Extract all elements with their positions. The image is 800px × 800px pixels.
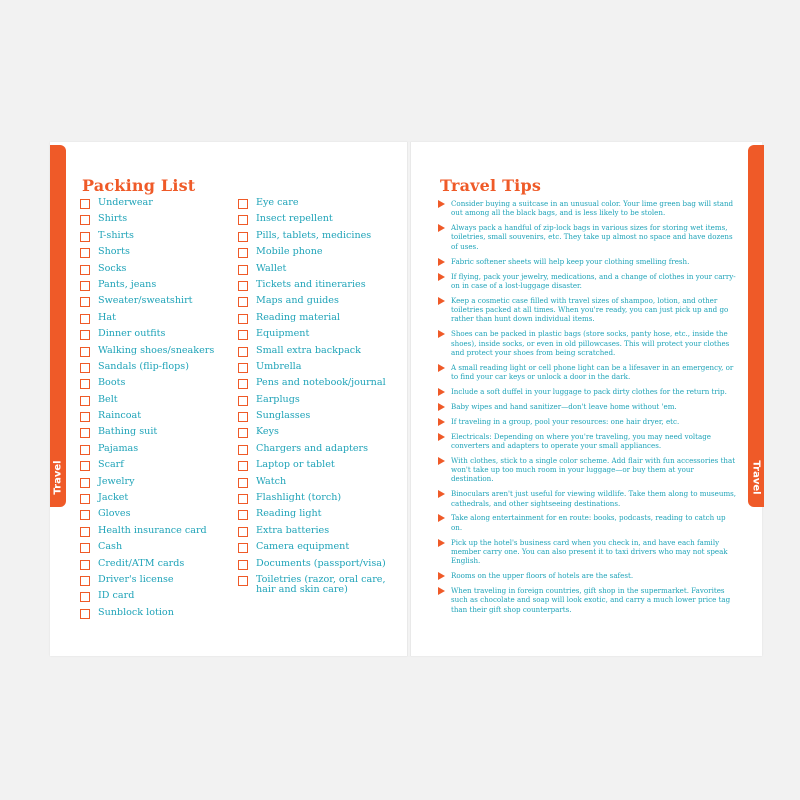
checklist-item	[80, 493, 230, 509]
checklist-item	[80, 378, 230, 394]
checklist-item	[238, 477, 398, 493]
checklist-item	[80, 395, 230, 411]
right-tab-label: Travel	[750, 460, 762, 495]
tip-item	[438, 513, 738, 532]
checkbox[interactable]	[80, 379, 90, 389]
checklist-item-label: Scarf	[98, 459, 124, 471]
packing-list-column-1	[80, 198, 230, 624]
checklist-item-label: ID card	[98, 590, 135, 602]
checkbox[interactable]	[80, 281, 90, 291]
checklist-item-label: Mobile phone	[256, 246, 323, 258]
checklist-item-label: Reading material	[256, 311, 340, 323]
checklist-item-label: Jewelry	[98, 475, 135, 487]
checkbox[interactable]	[238, 527, 248, 537]
tip-item	[438, 538, 738, 566]
checklist-item	[80, 329, 230, 345]
checkbox[interactable]	[80, 330, 90, 340]
tip-text: Shoes can be packed in plastic bags (store socks, panty hose, etc., inside the shoes), inside socks, or even in old pillowcases. This will protect your clothes and protect your shoes from being scratched.	[451, 329, 730, 357]
checklist-item	[80, 411, 230, 427]
tip-item	[438, 417, 738, 426]
checkbox[interactable]	[238, 510, 248, 520]
checkbox[interactable]	[238, 330, 248, 340]
tip-text: When traveling in foreign countries, gift shop in the supermarket. Favorites such as chocolate and soap will look exotic, and carry a much lower price tag than their gift shop counterparts.	[451, 586, 731, 614]
checklist-item-label: Driver's license	[98, 573, 174, 585]
book-gutter	[407, 142, 411, 656]
arrow-bullet-icon	[438, 297, 445, 305]
checklist-item-label: Camera equipment	[256, 541, 350, 553]
checklist-item-label: Wallet	[256, 262, 287, 274]
tip-text: Fabric softener sheets will help keep your clothing smelling fresh.	[451, 256, 690, 266]
checkbox[interactable]	[238, 232, 248, 242]
checklist-item	[238, 198, 398, 214]
checkbox[interactable]	[238, 445, 248, 455]
tip-text: Rooms on the upper floors of hotels are the safest.	[451, 571, 634, 581]
tip-text: Pick up the hotel's business card when you check in, and have each family member carry one. You can also present it to taxi drivers who may not speak English.	[451, 537, 728, 566]
tip-item	[438, 432, 738, 451]
tip-item	[438, 456, 738, 484]
checklist-item	[238, 575, 398, 596]
checklist-item-label: T-shirts	[98, 229, 134, 241]
tip-text: Take along entertainment for en route: books, podcasts, reading to catch up on.	[451, 513, 726, 532]
checklist-item-label: Eye care	[256, 197, 299, 208]
checkbox[interactable]	[238, 494, 248, 504]
checkbox[interactable]	[238, 314, 248, 324]
checkbox[interactable]	[80, 265, 90, 275]
checklist-item	[80, 296, 230, 312]
checklist-item	[80, 477, 230, 493]
checklist-item	[238, 411, 398, 427]
arrow-bullet-icon	[438, 514, 445, 522]
checkbox[interactable]	[80, 314, 90, 324]
checklist-item	[80, 526, 230, 542]
checklist-item-label: Laptop or tablet	[256, 459, 335, 471]
checklist-item-label: Pills, tablets, medicines	[256, 229, 372, 241]
checkbox[interactable]	[80, 428, 90, 438]
arrow-bullet-icon	[438, 403, 445, 411]
checklist-item	[238, 460, 398, 476]
checklist-item-label: Pens and notebook/journal	[256, 377, 386, 389]
checklist-item-label: Boots	[98, 377, 126, 389]
arrow-bullet-icon	[438, 457, 445, 465]
checklist-item	[238, 313, 398, 329]
checkbox[interactable]	[80, 363, 90, 373]
checkbox[interactable]	[238, 412, 248, 422]
arrow-bullet-icon	[438, 364, 445, 372]
checkbox[interactable]	[80, 592, 90, 602]
tip-item	[438, 363, 738, 382]
checkbox[interactable]	[80, 560, 90, 570]
checkbox[interactable]	[238, 347, 248, 357]
checklist-item	[80, 444, 230, 460]
tip-item	[438, 586, 738, 614]
checklist-item-label: Tickets and itineraries	[256, 278, 366, 290]
left-section-tab	[50, 145, 66, 507]
tip-item	[438, 296, 738, 324]
checklist-item	[238, 264, 398, 280]
checklist-item	[80, 542, 230, 558]
checklist-item	[238, 493, 398, 509]
tip-item	[438, 329, 738, 357]
tip-text: Keep a cosmetic case filled with travel sizes of shampoo, lotion, and other toiletries packed at all times. When you're ready, you can just pick up and go rather than hunt down individual items.	[451, 295, 729, 324]
checkbox[interactable]	[238, 363, 248, 373]
checkbox[interactable]	[80, 543, 90, 553]
checklist-item-label: Sunblock lotion	[98, 606, 174, 618]
checkbox[interactable]	[238, 396, 248, 406]
checkbox[interactable]	[80, 445, 90, 455]
arrow-bullet-icon	[438, 572, 445, 580]
tip-text: A small reading light or cell phone light can be a lifesaver in an emergency, or to find your car keys or unlock a door in the dark.	[451, 362, 734, 382]
checklist-item-label: Health insurance card	[98, 524, 207, 536]
checkbox[interactable]	[238, 461, 248, 471]
checklist-item-label: Insect repellent	[256, 213, 333, 225]
checkbox[interactable]	[80, 297, 90, 307]
checklist-item	[80, 264, 230, 280]
checkbox[interactable]	[80, 510, 90, 520]
checklist-item	[80, 362, 230, 378]
checkbox[interactable]	[238, 379, 248, 389]
checklist-item-label: Jacket	[98, 492, 129, 504]
checklist-item-label: Cash	[98, 541, 123, 553]
checklist-item	[80, 313, 230, 329]
checklist-item	[238, 231, 398, 247]
checklist-item	[238, 214, 398, 230]
checklist-item-label: Underwear	[98, 197, 153, 208]
checklist-item-label: Shirts	[98, 213, 128, 225]
checklist-item-label: Documents (passport/visa)	[256, 557, 386, 569]
checklist-item-label: Shorts	[98, 246, 130, 258]
checklist-item-label: Watch	[256, 475, 287, 487]
checklist-item	[238, 247, 398, 263]
checklist-item	[80, 198, 230, 214]
checklist-item	[238, 427, 398, 443]
checkbox[interactable]	[80, 199, 90, 209]
checklist-item	[238, 378, 398, 394]
checkbox[interactable]	[80, 576, 90, 586]
arrow-bullet-icon	[438, 273, 445, 281]
tip-item	[438, 571, 738, 580]
checklist-item	[80, 427, 230, 443]
tip-text: Baby wipes and hand sanitizer—don't leave home without 'em.	[451, 401, 677, 411]
checklist-item	[80, 231, 230, 247]
checklist-item-label: Umbrella	[256, 360, 302, 372]
tip-text: If traveling in a group, pool your resources: one hair dryer, etc.	[451, 416, 680, 426]
tip-item	[438, 199, 738, 218]
checklist-item-label: Dinner outfits	[98, 328, 166, 340]
checklist-item	[238, 296, 398, 312]
tip-text: Include a soft duffel in your luggage to pack dirty clothes for the return trip.	[451, 386, 727, 396]
checklist-item-label: Sandals (flip-flops)	[98, 360, 189, 372]
checklist-item-label: Raincoat	[98, 410, 142, 422]
left-tab-label: Travel	[52, 460, 64, 495]
checklist-item-label: Extra batteries	[256, 524, 330, 536]
checklist-item	[80, 460, 230, 476]
checklist-item-label: Earplugs	[256, 393, 300, 405]
arrow-bullet-icon	[438, 200, 445, 208]
checklist-item-label: Keys	[256, 426, 279, 438]
tip-text: Binoculars aren't just useful for viewing wildlife. Take them along to museums, cathedrals, and other sightseeing destinations.	[451, 489, 737, 508]
checkbox[interactable]	[80, 248, 90, 258]
tip-text: Electricals: Depending on where you're traveling, you may need voltage converters and adapters to operate your small appliances.	[451, 431, 711, 450]
tip-text: If flying, pack your jewelry, medications, and a change of clothes in your carry-on in case of a lost-luggage disaster.	[451, 271, 736, 290]
tip-text: Consider buying a suitcase in an unusual color. Your lime green bag will stand out among all the black bags, and is less likely to be stolen.	[451, 199, 734, 218]
packing-list-title: Packing List	[82, 176, 196, 195]
checklist-item-label: Pajamas	[98, 442, 139, 454]
checklist-item-label: Sweater/sweatshirt	[98, 295, 193, 307]
checkbox[interactable]	[80, 527, 90, 537]
right-section-tab	[748, 145, 764, 507]
arrow-bullet-icon	[438, 388, 445, 396]
checkbox[interactable]	[238, 265, 248, 275]
checklist-item-label: Gloves	[98, 508, 131, 520]
checkbox[interactable]	[80, 478, 90, 488]
checkbox[interactable]	[80, 494, 90, 504]
tip-item	[438, 387, 738, 396]
checkbox[interactable]	[238, 281, 248, 291]
checkbox[interactable]	[80, 347, 90, 357]
arrow-bullet-icon	[438, 587, 445, 595]
tip-text: With clothes, stick to a single color scheme. Add flair with fun accessories that won't take up too much room in your luggage—or buy them at your destination.	[451, 455, 736, 484]
tip-item	[438, 402, 738, 411]
checklist-item-label: Credit/ATM cards	[98, 557, 185, 569]
checklist-item	[238, 526, 398, 542]
checklist-item	[80, 280, 230, 296]
checklist-item-label: Equipment	[256, 328, 310, 340]
checkbox[interactable]	[80, 412, 90, 422]
checklist-item	[238, 395, 398, 411]
tip-text: Always pack a handful of zip-lock bags in various sizes for storing wet items, toiletries, small souvenirs, etc. They take up almost no space and have dozens of uses.	[451, 223, 733, 251]
travel-tips-title: Travel Tips	[440, 176, 542, 195]
checklist-item	[80, 559, 230, 575]
tip-item	[438, 489, 738, 508]
tip-item	[438, 257, 738, 266]
travel-tips-list	[438, 199, 738, 619]
arrow-bullet-icon	[438, 224, 445, 232]
checklist-item	[80, 214, 230, 230]
checklist-item	[80, 247, 230, 263]
checkbox[interactable]	[238, 428, 248, 438]
checklist-item	[238, 444, 398, 460]
checklist-item-label: Socks	[98, 262, 127, 274]
checklist-item-label: Walking shoes/sneakers	[98, 344, 215, 356]
arrow-bullet-icon	[438, 539, 445, 547]
checklist-item-label: Pants, jeans	[98, 278, 157, 290]
packing-list-column-2	[238, 198, 398, 596]
checkbox[interactable]	[238, 560, 248, 570]
checkbox[interactable]	[238, 215, 248, 225]
checklist-item	[238, 280, 398, 296]
checklist-item-label: Bathing suit	[98, 426, 158, 438]
checkbox[interactable]	[238, 297, 248, 307]
checklist-item	[80, 575, 230, 591]
checklist-item-label: Chargers and adapters	[256, 442, 369, 454]
checklist-item-label: Flashlight (torch)	[256, 492, 342, 504]
arrow-bullet-icon	[438, 490, 445, 498]
checklist-item	[238, 559, 398, 575]
checkbox[interactable]	[80, 609, 90, 619]
checklist-item-label: Sunglasses	[256, 410, 311, 422]
arrow-bullet-icon	[438, 433, 445, 441]
tip-item	[438, 272, 738, 291]
checkbox[interactable]	[80, 215, 90, 225]
checklist-item	[238, 329, 398, 345]
checkbox[interactable]	[238, 576, 248, 586]
checklist-item	[80, 509, 230, 525]
checkbox[interactable]	[238, 478, 248, 488]
checklist-item	[238, 542, 398, 558]
checkbox[interactable]	[80, 396, 90, 406]
checklist-item-label: Belt	[98, 393, 118, 405]
checklist-item-label: Small extra backpack	[256, 344, 361, 356]
checkbox[interactable]	[238, 248, 248, 258]
checklist-item	[80, 591, 230, 607]
checklist-item	[238, 346, 398, 362]
checkbox[interactable]	[238, 543, 248, 553]
checklist-item	[238, 509, 398, 525]
arrow-bullet-icon	[438, 258, 445, 266]
checklist-item	[238, 362, 398, 378]
arrow-bullet-icon	[438, 418, 445, 426]
checklist-item-label: Toiletries (razor, oral care, hair and skin care)	[256, 573, 386, 596]
checklist-item	[80, 346, 230, 362]
arrow-bullet-icon	[438, 330, 445, 338]
checkbox[interactable]	[238, 199, 248, 209]
checklist-item-label: Maps and guides	[256, 295, 339, 307]
checkbox[interactable]	[80, 461, 90, 471]
checklist-item-label: Reading light	[256, 508, 322, 520]
checkbox[interactable]	[80, 232, 90, 242]
checklist-item-label: Hat	[98, 311, 116, 323]
tip-item	[438, 223, 738, 251]
checklist-item	[80, 608, 230, 624]
